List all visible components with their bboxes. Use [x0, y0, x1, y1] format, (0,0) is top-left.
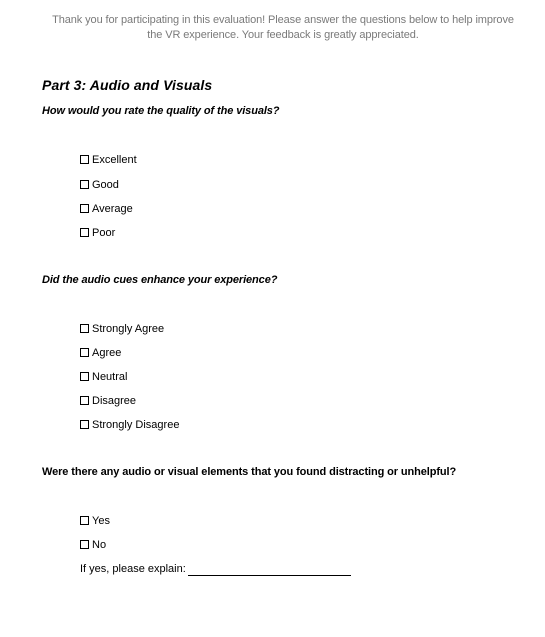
option-label: Agree: [92, 347, 122, 359]
checkbox-icon[interactable]: [80, 155, 89, 164]
option-disagree[interactable]: [80, 394, 136, 408]
option-good[interactable]: [80, 178, 119, 192]
checkbox-icon[interactable]: [80, 228, 89, 237]
explain-label: If yes, please explain:: [80, 563, 186, 575]
option-label: No: [92, 539, 107, 551]
option-average[interactable]: [80, 202, 133, 216]
section-title: Part 3: Audio and Visuals: [42, 77, 213, 93]
option-agree[interactable]: [80, 346, 121, 360]
checkbox-icon[interactable]: [80, 540, 89, 549]
checkbox-icon[interactable]: [80, 516, 89, 525]
checkbox-icon[interactable]: [80, 204, 89, 213]
checkbox-icon[interactable]: [80, 180, 89, 189]
question-audio-cues: Did the audio cues enhance your experience?: [42, 274, 278, 286]
option-poor[interactable]: [80, 226, 115, 240]
option-no[interactable]: [80, 538, 106, 552]
intro-text: Thank you for participating in this evaluation! Please answer the questions below to help improve the VR experience. Your feedback is greatly appreciated.: [52, 14, 514, 41]
option-label: Disagree: [92, 395, 137, 407]
option-strongly-agree[interactable]: [80, 322, 164, 336]
explain-answer-line[interactable]: [188, 565, 351, 576]
option-label: Poor: [92, 227, 116, 239]
checkbox-icon[interactable]: [80, 324, 89, 333]
question-distracting-elements: Were there any audio or visual elements that you found distracting or unhelpful?: [42, 466, 457, 478]
question-visual-quality: How would you rate the quality of the visuals?: [42, 105, 280, 117]
checkbox-icon[interactable]: [80, 372, 89, 381]
explain-row: [80, 562, 351, 576]
option-yes[interactable]: [80, 514, 110, 528]
option-label: Neutral: [92, 371, 128, 383]
option-label: Average: [92, 203, 133, 215]
option-label: Good: [92, 179, 119, 191]
option-label: Excellent: [92, 154, 137, 166]
option-label: Strongly Agree: [92, 323, 165, 335]
checkbox-icon[interactable]: [80, 348, 89, 357]
option-strongly-disagree[interactable]: [80, 418, 179, 432]
option-excellent[interactable]: [80, 153, 137, 167]
option-label: Yes: [92, 515, 110, 527]
option-neutral[interactable]: [80, 370, 127, 384]
option-label: Strongly Disagree: [92, 419, 180, 431]
checkbox-icon[interactable]: [80, 396, 89, 405]
checkbox-icon[interactable]: [80, 420, 89, 429]
